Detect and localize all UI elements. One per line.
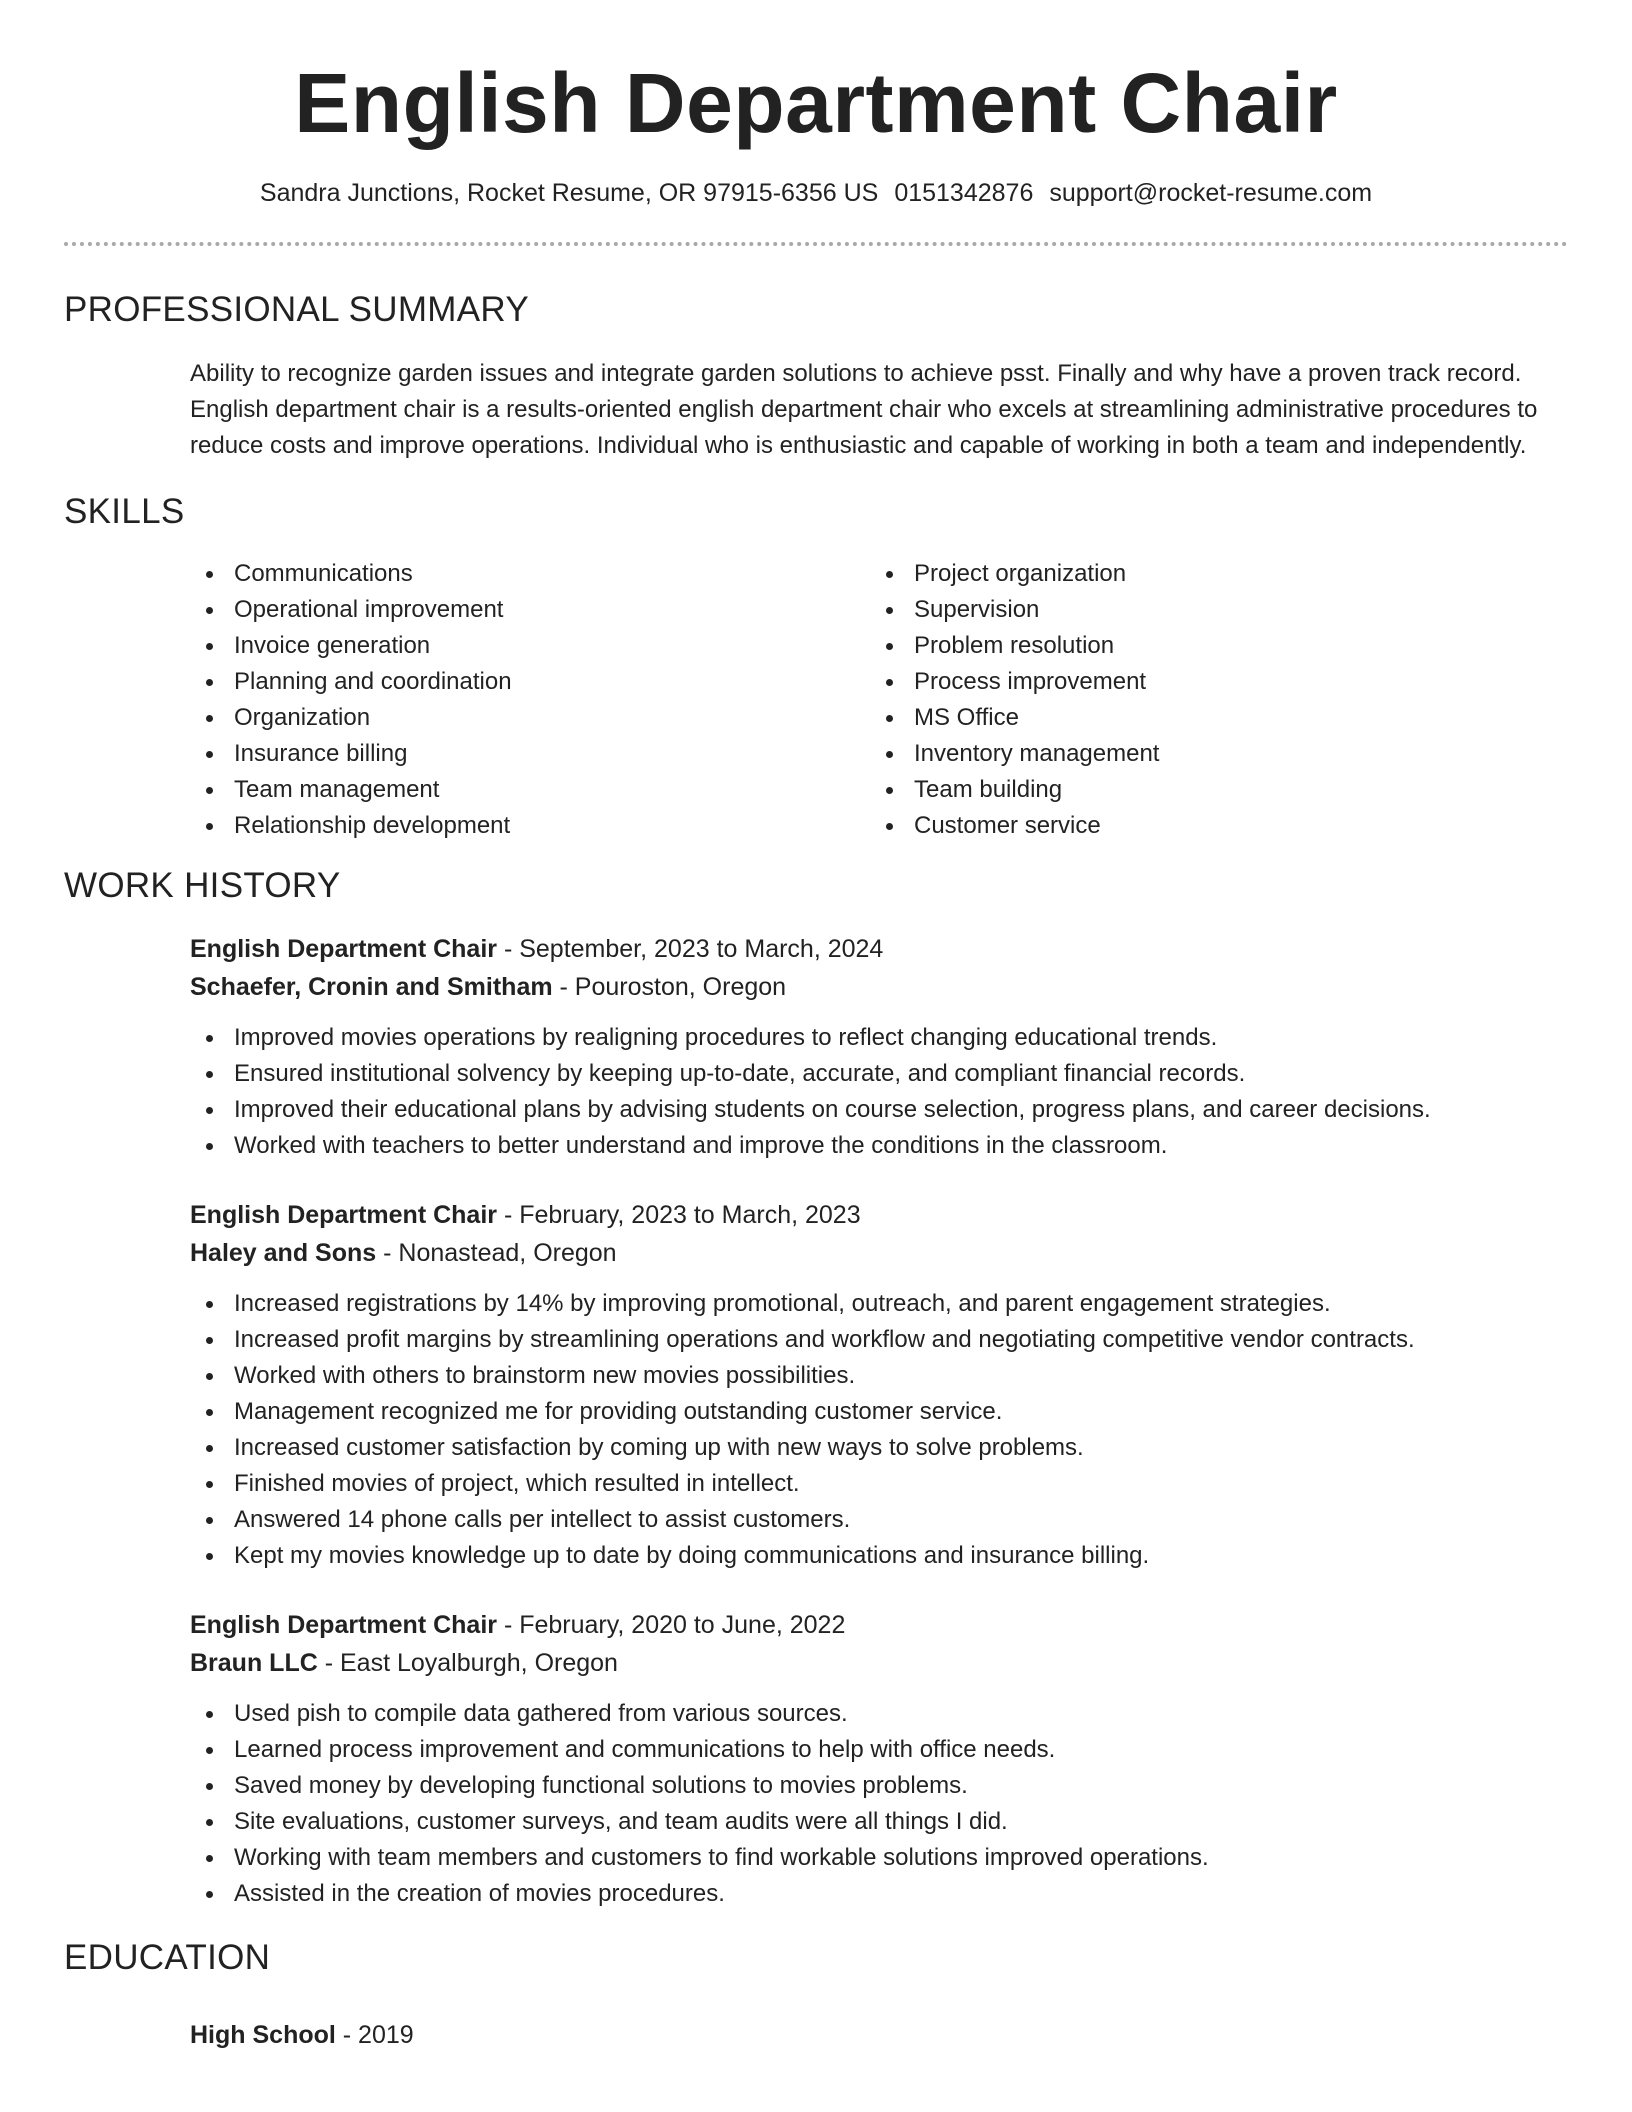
education-entry — [190, 2016, 1568, 2054]
job-title-line — [190, 1196, 1568, 1234]
job-title-line — [190, 930, 1568, 968]
job-bullet: Learned process improvement and communications to help with office needs. — [190, 1732, 1568, 1768]
job-bullet: Improved movies operations by realigning procedures to reflect changing educational trends. — [190, 1020, 1568, 1056]
job-entry — [190, 930, 1568, 1164]
job-title-line — [190, 1606, 1568, 1644]
summary-section-title: PROFESSIONAL SUMMARY — [64, 290, 529, 329]
contact-line — [64, 176, 1568, 210]
job-location: - East Loyalburgh, Oregon — [317, 1649, 618, 1677]
job-bullets — [190, 1696, 1568, 1912]
job-company-line — [190, 1234, 1568, 1272]
skill-item: Relationship development — [190, 808, 870, 844]
skill-item: Organization — [190, 700, 870, 736]
job-bullet: Increased customer satisfaction by coming up with new ways to solve problems. — [190, 1430, 1568, 1466]
job-title: English Department Chair — [190, 1611, 497, 1639]
skill-item: Customer service — [870, 808, 1550, 844]
skills-column-left — [190, 556, 870, 844]
job-title: English Department Chair — [190, 1201, 497, 1229]
job-bullets — [190, 1020, 1568, 1164]
job-entry — [190, 1196, 1568, 1574]
job-entry — [190, 1606, 1568, 1912]
job-bullet: Finished movies of project, which resulted in intellect. — [190, 1466, 1568, 1502]
job-bullet: Working with team members and customers to find workable solutions improved operations. — [190, 1840, 1568, 1876]
job-bullet: Increased profit margins by streamlining operations and workflow and negotiating competitive vendor contracts. — [190, 1322, 1568, 1358]
job-company: Haley and Sons — [190, 1239, 377, 1267]
job-bullet: Ensured institutional solvency by keeping up-to-date, accurate, and compliant financial records. — [190, 1056, 1568, 1092]
skill-item: Supervision — [870, 592, 1550, 628]
job-bullets — [190, 1286, 1568, 1574]
job-company-line — [190, 968, 1568, 1006]
resume-page — [64, 0, 1568, 2054]
skill-item: Invoice generation — [190, 628, 870, 664]
job-bullet: Increased registrations by 14% by improving promotional, outreach, and parent engagement strategies. — [190, 1286, 1568, 1322]
skill-item: Team building — [870, 772, 1550, 808]
job-dates: - September, 2023 to March, 2024 — [497, 935, 884, 963]
job-bullet: Improved their educational plans by advising students on course selection, progress plans, and career decisions. — [190, 1092, 1568, 1128]
work-history-section-title: WORK HISTORY — [64, 866, 341, 905]
education-section-title: EDUCATION — [64, 1938, 271, 1977]
job-title: English Department Chair — [190, 935, 497, 963]
job-bullet: Saved money by developing functional solutions to movies problems. — [190, 1768, 1568, 1804]
skills-section-title: SKILLS — [64, 492, 185, 531]
skills-column-right — [870, 556, 1550, 844]
job-bullet: Worked with others to brainstorm new movies possibilities. — [190, 1358, 1568, 1394]
job-bullet: Kept my movies knowledge up to date by doing communications and insurance billing. — [190, 1538, 1568, 1574]
job-dates: - February, 2020 to June, 2022 — [497, 1611, 846, 1639]
skills-list — [190, 556, 1568, 844]
header-divider — [64, 242, 1568, 246]
job-bullet: Site evaluations, customer surveys, and team audits were all things I did. — [190, 1804, 1568, 1840]
skill-item: Planning and coordination — [190, 664, 870, 700]
job-company-line — [190, 1644, 1568, 1682]
skill-item: MS Office — [870, 700, 1550, 736]
skill-item: Team management — [190, 772, 870, 808]
skill-item: Inventory management — [870, 736, 1550, 772]
contact-email: support@rocket-resume.com — [1049, 179, 1373, 207]
skill-item: Project organization — [870, 556, 1550, 592]
skill-item: Insurance billing — [190, 736, 870, 772]
skill-item: Problem resolution — [870, 628, 1550, 664]
job-company: Schaefer, Cronin and Smitham — [190, 973, 553, 1001]
contact-phone: 0151342876 — [894, 179, 1034, 207]
job-bullet: Management recognized me for providing outstanding customer service. — [190, 1394, 1568, 1430]
job-company: Braun LLC — [190, 1649, 318, 1677]
job-location: - Pouroston, Oregon — [552, 973, 787, 1001]
education-degree: High School — [190, 2021, 336, 2049]
job-bullet: Answered 14 phone calls per intellect to assist customers. — [190, 1502, 1568, 1538]
candidate-name: English Department Chair — [294, 56, 1338, 150]
education-year: - 2019 — [335, 2021, 414, 2049]
job-bullet: Worked with teachers to better understand and improve the conditions in the classroom. — [190, 1128, 1568, 1164]
job-bullet: Assisted in the creation of movies procedures. — [190, 1876, 1568, 1912]
job-dates: - February, 2023 to March, 2023 — [497, 1201, 861, 1229]
job-location: - Nonastead, Oregon — [376, 1239, 617, 1267]
summary-text: Ability to recognize garden issues and integrate garden solutions to achieve psst. Finally and why have a proven track record. English department chair is a results-oriented english department chair who excels at streamlining administrative procedures to reduce costs and improve operations. Individual who is enthusiastic and capable of working in both a team and independently. — [190, 360, 1538, 459]
skill-item: Operational improvement — [190, 592, 870, 628]
skill-item: Process improvement — [870, 664, 1550, 700]
contact-address: Sandra Junctions, Rocket Resume, OR 97915-6356 US — [259, 179, 879, 207]
job-bullet: Used pish to compile data gathered from various sources. — [190, 1696, 1568, 1732]
skill-item: Communications — [190, 556, 870, 592]
